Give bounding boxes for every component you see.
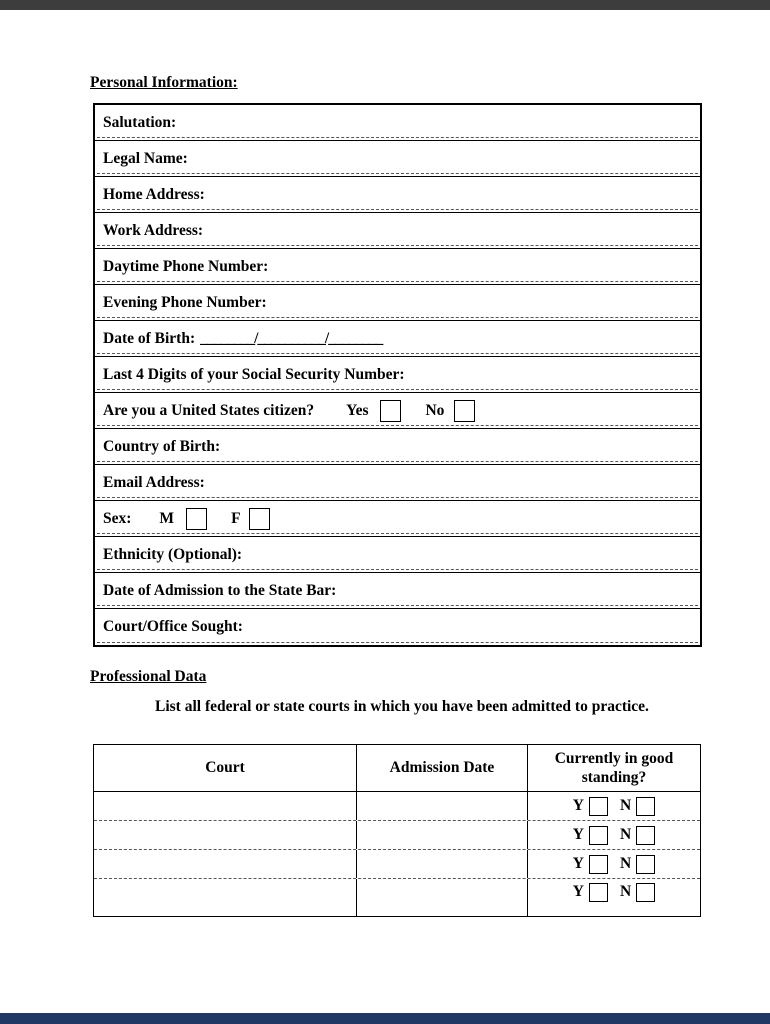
field-label-bar-admission-date: Date of Admission to the State Bar: bbox=[103, 581, 337, 599]
field-label-work-address: Work Address: bbox=[103, 221, 204, 239]
form-row-daytime-phone[interactable] bbox=[95, 249, 700, 285]
admission-date-cell-4[interactable] bbox=[357, 879, 528, 916]
field-label-ssn-last4: Last 4 Digits of your Social Security Number: bbox=[103, 365, 405, 383]
standing-yes-checkbox-4[interactable] bbox=[589, 883, 608, 902]
standing-yes-checkbox-2[interactable] bbox=[589, 826, 608, 845]
date-of-birth-blanks[interactable]: ________/__________/________ bbox=[200, 329, 383, 347]
standing-no-label-3: N bbox=[620, 855, 632, 872]
court-row-4 bbox=[94, 879, 700, 916]
citizen-yes-checkbox[interactable] bbox=[380, 400, 401, 422]
court-name-cell-2[interactable] bbox=[94, 821, 357, 849]
field-label-ethnicity: Ethnicity (Optional): bbox=[103, 545, 243, 563]
court-name-cell-4[interactable] bbox=[94, 879, 357, 916]
courts-table-header bbox=[94, 745, 700, 792]
citizen-no-checkbox[interactable] bbox=[454, 400, 475, 422]
court-name-cell-1[interactable] bbox=[94, 792, 357, 820]
field-label-home-address: Home Address: bbox=[103, 185, 205, 203]
form-row-country-of-birth[interactable] bbox=[95, 429, 700, 465]
form-row-bar-admission-date[interactable] bbox=[95, 573, 700, 609]
field-label-salutation: Salutation: bbox=[103, 113, 177, 131]
form-row-email[interactable] bbox=[95, 465, 700, 501]
form-row-us-citizen bbox=[95, 393, 700, 429]
sex-female-label: F bbox=[231, 509, 241, 527]
top-bar bbox=[0, 0, 770, 10]
standing-yes-label-3: Y bbox=[572, 855, 584, 872]
sex-male-checkbox[interactable] bbox=[186, 508, 207, 530]
form-row-ethnicity[interactable] bbox=[95, 537, 700, 573]
courts-table bbox=[93, 744, 701, 917]
field-label-country-of-birth: Country of Birth: bbox=[103, 437, 221, 455]
citizen-yes-label: Yes bbox=[346, 401, 369, 419]
bottom-bar bbox=[0, 1013, 770, 1024]
admission-date-cell-1[interactable] bbox=[357, 792, 528, 820]
form-row-salutation[interactable] bbox=[95, 105, 700, 141]
standing-no-checkbox-3[interactable] bbox=[636, 855, 655, 874]
admission-date-cell-3[interactable] bbox=[357, 850, 528, 878]
field-label-court-office-sought: Court/Office Sought: bbox=[103, 618, 243, 635]
header-admission-date: Admission Date bbox=[357, 745, 528, 791]
field-label-email: Email Address: bbox=[103, 473, 205, 491]
court-row-2 bbox=[94, 821, 700, 850]
court-row-1 bbox=[94, 792, 700, 821]
sex-male-label: M bbox=[159, 509, 175, 527]
field-label-legal-name: Legal Name: bbox=[103, 149, 188, 167]
court-row-3 bbox=[94, 850, 700, 879]
field-label-daytime-phone: Daytime Phone Number: bbox=[103, 257, 269, 275]
form-row-home-address[interactable] bbox=[95, 177, 700, 213]
standing-yes-checkbox-3[interactable] bbox=[589, 855, 608, 874]
standing-yes-label-2: Y bbox=[572, 826, 584, 843]
form-row-evening-phone[interactable] bbox=[95, 285, 700, 321]
standing-cell-2 bbox=[528, 821, 700, 849]
personal-info-heading: Personal Information: bbox=[90, 74, 238, 91]
header-court: Court bbox=[94, 745, 357, 791]
form-row-ssn-last4[interactable] bbox=[95, 357, 700, 393]
standing-no-checkbox-4[interactable] bbox=[636, 883, 655, 902]
standing-cell-3 bbox=[528, 850, 700, 878]
standing-cell-4 bbox=[528, 879, 700, 916]
courts-instruction: List all federal or state courts in which you have been admitted to practice. bbox=[155, 698, 649, 715]
standing-no-checkbox-2[interactable] bbox=[636, 826, 655, 845]
field-label-date-of-birth: Date of Birth: bbox=[103, 329, 196, 347]
form-row-work-address[interactable] bbox=[95, 213, 700, 249]
citizen-no-label: No bbox=[425, 401, 445, 419]
sex-female-checkbox[interactable] bbox=[249, 508, 270, 530]
professional-data-heading: Professional Data bbox=[90, 668, 207, 685]
field-label-evening-phone: Evening Phone Number: bbox=[103, 293, 267, 311]
standing-no-label-4: N bbox=[620, 883, 632, 900]
court-name-cell-3[interactable] bbox=[94, 850, 357, 878]
standing-yes-label-1: Y bbox=[572, 797, 584, 814]
admission-date-cell-2[interactable] bbox=[357, 821, 528, 849]
standing-cell-1 bbox=[528, 792, 700, 820]
form-row-sex bbox=[95, 501, 700, 537]
form-row-date-of-birth[interactable] bbox=[95, 321, 700, 357]
personal-info-table bbox=[93, 103, 702, 647]
standing-no-label-1: N bbox=[620, 797, 632, 814]
standing-no-checkbox-1[interactable] bbox=[636, 797, 655, 816]
form-row-legal-name[interactable] bbox=[95, 141, 700, 177]
standing-yes-checkbox-1[interactable] bbox=[589, 797, 608, 816]
header-good-standing: Currently in good standing? bbox=[554, 749, 674, 786]
field-label-us-citizen: Are you a United States citizen? bbox=[103, 401, 315, 419]
standing-no-label-2: N bbox=[620, 826, 632, 843]
standing-yes-label-4: Y bbox=[572, 883, 584, 900]
form-row-court-office-sought[interactable] bbox=[95, 609, 700, 645]
field-label-sex: Sex: bbox=[103, 509, 132, 527]
